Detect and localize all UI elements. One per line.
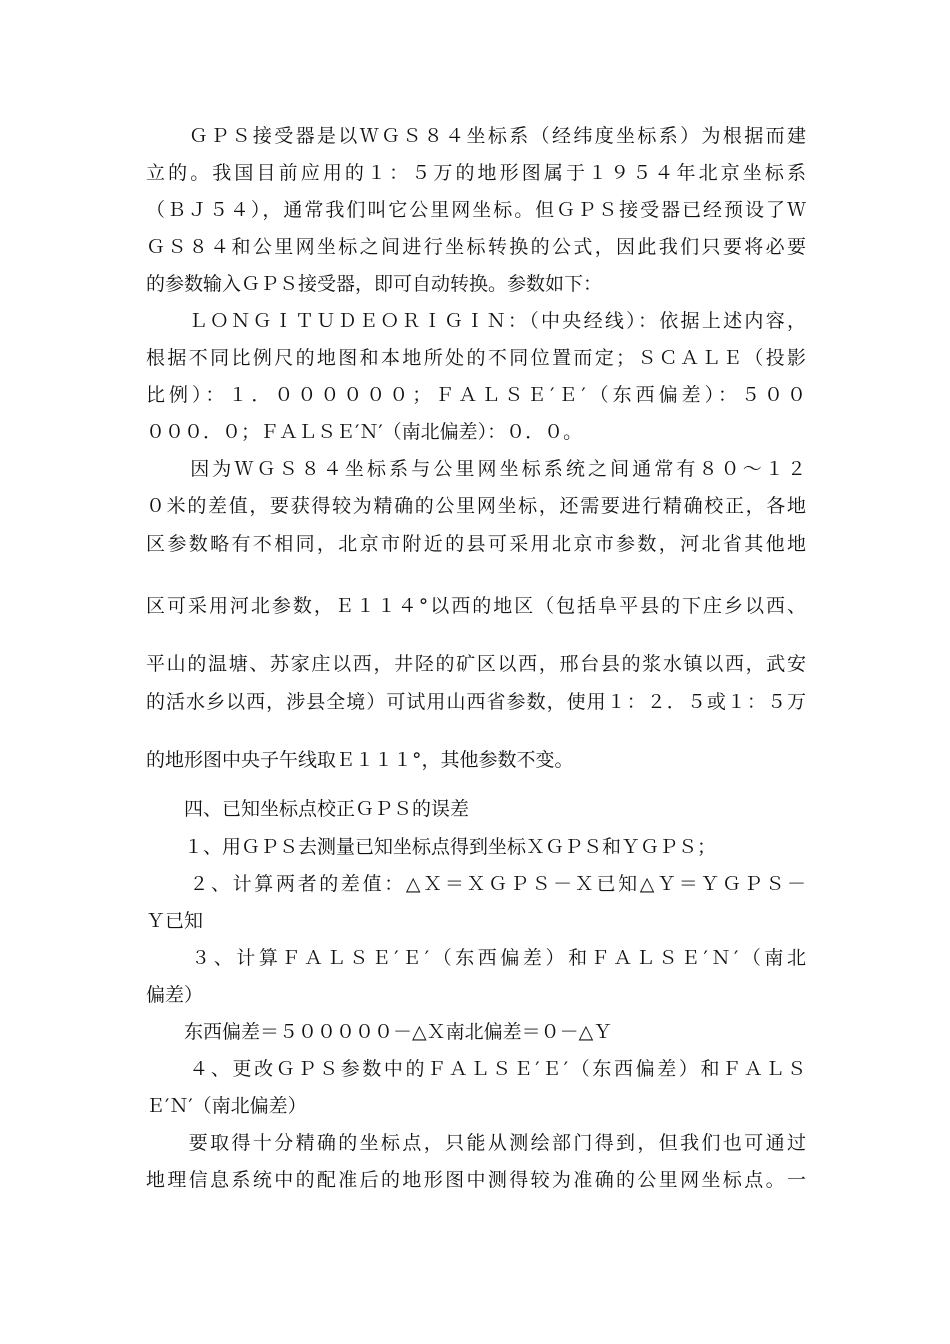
line: ２、计算两者的差值：△Ｘ＝ＸＧＰＳ－Ｘ已知△Ｙ＝ＹＧＰＳ－ [146, 873, 806, 895]
line: 四、已知坐标点校正ＧＰＳ的误差 [146, 798, 470, 820]
line: 的参数输入ＧＰＳ接受器，即可自动转换。参数如下： [146, 273, 603, 295]
line: ０００．０；ＦＡＬＳＥ′Ｎ′（南北偏差）：０．０。 [146, 421, 583, 443]
line: 地理信息系统中的配准后的地形图中测得较为准确的公里网坐标点。一 [146, 1169, 806, 1191]
line: 的活水乡以西，涉县全境）可试用山西省参数，使用１：２．５或１：５万 [146, 691, 806, 713]
line: ＧＳ８４和公里网坐标之间进行坐标转换的公式，因此我们只要将必要 [146, 236, 806, 258]
line: 比例）：１．００００００；ＦＡＬＳＥ′Ｅ′（东西偏差）：５００ [146, 384, 806, 406]
line: 要取得十分精确的坐标点，只能从测绘部门得到，但我们也可通过 [146, 1132, 806, 1154]
line: 区可采用河北参数，Ｅ１１４°以西的地区（包括阜平县的下庄乡以西、 [146, 595, 806, 617]
line: 区参数略有不相同，北京市附近的县可采用北京市参数，河北省其他地 [146, 533, 806, 555]
line: ＧＰＳ接受器是以ＷＧＳ８４坐标系（经纬度坐标系）为根据而建 [146, 125, 806, 147]
line: ＬＯＮＧＩＴＵＤＥＯＲＩＧＩＮ：（中央经线）：依据上述内容， [146, 310, 806, 332]
line: １、用ＧＰＳ去测量已知坐标点得到坐标ＸＧＰＳ和ＹＧＰＳ； [146, 836, 717, 858]
line: Ｅ′Ｎ′（南北偏差） [146, 1095, 307, 1117]
line: ３、计算ＦＡＬＳＥ′Ｅ′（东西偏差）和ＦＡＬＳＥ′Ｎ′（南北 [146, 947, 806, 969]
line: 偏差） [146, 984, 204, 1006]
line: ０米的差值，要获得较为精确的公里网坐标，还需要进行精确校正，各地 [146, 495, 806, 517]
line: 根据不同比例尺的地图和本地所处的不同位置而定；ＳＣＡＬＥ（投影 [146, 347, 806, 369]
line: Ｙ已知 [146, 910, 204, 932]
line: ４、更改ＧＰＳ参数中的ＦＡＬＳＥ′Ｅ′（东西偏差）和ＦＡＬＳ [146, 1058, 806, 1080]
line: 因为ＷＧＳ８４坐标系与公里网坐标系统之间通常有８０～１２ [146, 458, 806, 480]
line: 东西偏差＝５０００００－△Ｘ南北偏差＝０－△Ｙ [146, 1021, 613, 1043]
line: （ＢＪ５４），通常我们叫它公里网坐标。但ＧＰＳ接受器已经预设了Ｗ [146, 199, 806, 221]
line: 立的。我国目前应用的１：５万的地形图属于１９５４年北京坐标系 [146, 162, 806, 184]
line: 平山的温塘、苏家庄以西，井陉的矿区以西，邢台县的浆水镇以西，武安 [146, 653, 806, 675]
line: 的地形图中央子午线取Ｅ１１１°，其他参数不变。 [146, 749, 574, 771]
